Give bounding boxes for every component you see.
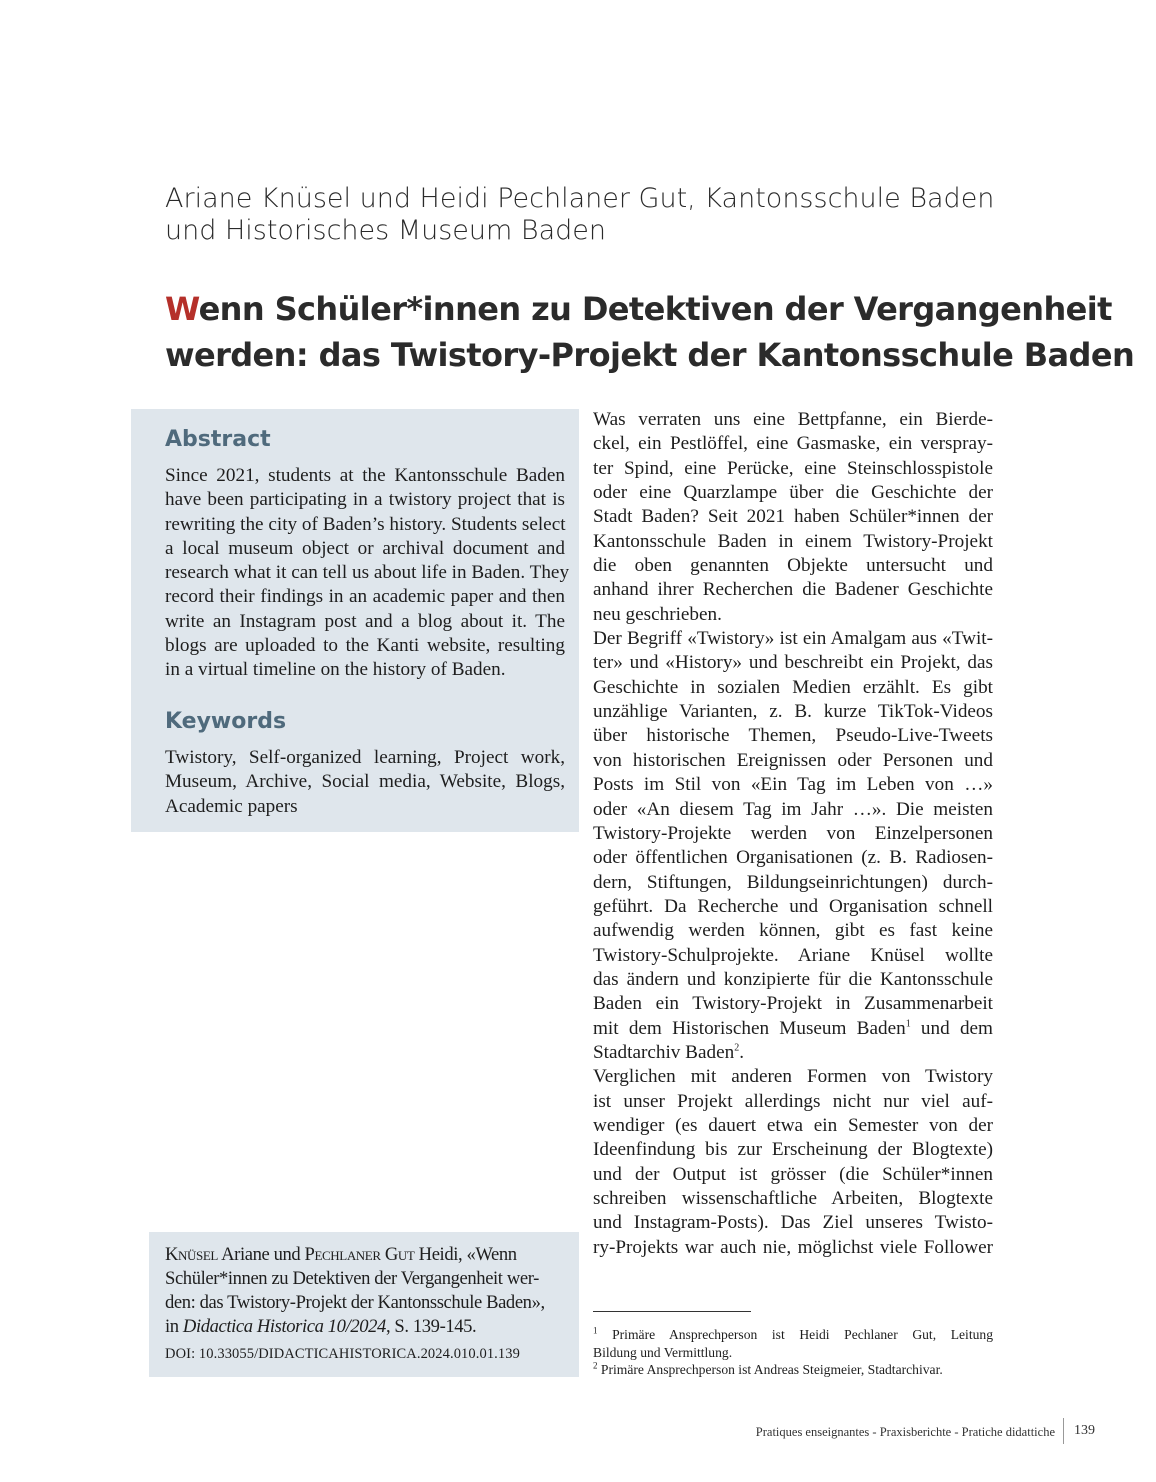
body-line: ter» und «History» und beschreibt ein Projekt, das bbox=[593, 652, 993, 674]
body-line: Geschichte in sozialen Medien erzählt. Es gibt bbox=[593, 676, 993, 698]
citation-author-1-rest: Ariane und bbox=[217, 1244, 305, 1265]
abstract-line: record their findings in an academic paper and then bbox=[165, 586, 565, 608]
citation-text bbox=[165, 1243, 565, 1339]
body-line: Twistory-Projekte werden von Einzelpersonen bbox=[593, 822, 993, 844]
body-line: neu geschrieben. bbox=[593, 603, 722, 625]
body-line-fn1-text: mit dem Historischen Museum Baden bbox=[593, 1017, 906, 1039]
title-line-1 bbox=[165, 286, 1112, 332]
citation-pages: , S. 139-145. bbox=[385, 1316, 477, 1337]
abstract-heading: Abstract bbox=[165, 427, 271, 452]
body-line: die oben genannten Objekte untersucht und bbox=[593, 555, 993, 577]
body-line: wendiger (es dauert etwa ein Semester von der bbox=[593, 1114, 993, 1136]
body-line-fn1 bbox=[593, 1017, 993, 1041]
doi-text[interactable]: DOI: 10.33055/DIDACTICAHISTORICA.2024.010.01.139 bbox=[165, 1346, 520, 1362]
abstract-text bbox=[165, 464, 570, 683]
keywords-text bbox=[165, 746, 565, 819]
author-line bbox=[165, 183, 995, 247]
footer-divider bbox=[1063, 1418, 1064, 1444]
body-line: dern, Stiftungen, Bildungseinrichtungen) durch- bbox=[593, 871, 993, 893]
footnote-1-line-1 bbox=[593, 1326, 993, 1344]
author-line-1: Ariane Knüsel und Heidi Pechlaner Gut, Kantonsschule Baden bbox=[165, 183, 995, 214]
citation-line-2: Schüler*innen zu Detektiven der Vergangenheit wer- bbox=[165, 1268, 539, 1289]
body-line: aufwendig werden können, gibt es fast keine bbox=[593, 920, 993, 942]
footnote-2-text: Primäre Ansprechperson ist Andreas Steigmeier, Stadtarchivar. bbox=[597, 1362, 943, 1377]
body-line: Was verraten uns eine Bettpfanne, ein Bierde- bbox=[593, 409, 993, 430]
author-line-2: und Historisches Museum Baden bbox=[165, 215, 606, 246]
body-line-fn2 bbox=[593, 1041, 993, 1065]
title-line-2: werden: das Twistory-Projekt der Kantonsschule Baden bbox=[165, 336, 1135, 374]
footnote-1-text: Primäre Ansprechperson ist Heidi Pechlaner Gut, Leitung bbox=[597, 1327, 993, 1342]
body-line: Ideenfindung bis zur Erscheinung der Blogtexte) bbox=[593, 1139, 993, 1161]
body-line: Stadt Baden? Seit 2021 haben Schüler*innen der bbox=[593, 506, 993, 528]
body-line-fn1-after: und dem bbox=[910, 1017, 993, 1039]
body-line: Baden ein Twistory-Projekt in Zusammenarbeit bbox=[593, 993, 993, 1015]
footnotes bbox=[593, 1326, 993, 1379]
abstract-line: blogs are uploaded to the Kanti website, resulting bbox=[165, 635, 565, 657]
body-line: ry-Projekts war auch nie, möglichst viele Follower bbox=[593, 1236, 993, 1258]
footnote-divider bbox=[593, 1311, 751, 1312]
body-line: schreiben wissenschaftliche Arbeiten, Blogtexte bbox=[593, 1188, 993, 1209]
abstract-line: write an Instagram post and a blog about it. The bbox=[165, 610, 565, 632]
citation-author-2: Pechlaner Gut bbox=[304, 1244, 415, 1265]
abstract-line: have been participating in a twistory project that is bbox=[165, 489, 565, 511]
body-line: Twistory-Schulprojekte. Ariane Knüsel wollte bbox=[593, 944, 993, 966]
citation-in: in bbox=[165, 1316, 183, 1337]
body-line: unzählige Varianten, z. B. kurze TikTok-Videos bbox=[593, 701, 993, 723]
footnote-1-line-2: Bildung und Vermittlung. bbox=[593, 1344, 733, 1360]
citation-author-2-rest: Heidi, «Wenn bbox=[414, 1244, 517, 1265]
title-initial: W bbox=[165, 290, 199, 328]
footnote-1-marker: 1 bbox=[593, 1325, 598, 1336]
article-title bbox=[165, 286, 1135, 378]
body-line-fn2-after: . bbox=[739, 1041, 744, 1063]
body-line: Kantonsschule Baden in einem Twistory-Projekt bbox=[593, 530, 993, 552]
body-line: ist unser Projekt allerdings nicht nur viel auf- bbox=[593, 1090, 993, 1112]
footnote-2-marker: 2 bbox=[593, 1360, 598, 1371]
citation-line-3: den: das Twistory-Projekt der Kantonsschule Baden», bbox=[165, 1292, 545, 1313]
page-number: 139 bbox=[1074, 1423, 1095, 1438]
keywords-line: Twistory, Self-organized learning, Project work, bbox=[165, 747, 565, 768]
abstract-line: rewriting the city of Baden’s history. Students select bbox=[165, 513, 566, 535]
abstract-line: a local museum object or archival document and bbox=[165, 537, 565, 559]
body-line: oder «An diesem Tag im Jahr …». Die meisten bbox=[593, 798, 993, 820]
citation-journal: Didactica Historica 10/2024 bbox=[182, 1316, 386, 1337]
body-line: von historischen Ereignissen oder Personen und bbox=[593, 749, 993, 771]
body-line-fn2-text: Stadtarchiv Baden bbox=[593, 1041, 735, 1063]
keywords-line: Museum, Archive, Social media, Website, Blogs, bbox=[165, 771, 565, 793]
abstract-line: in a virtual timeline on the history of Baden. bbox=[165, 659, 506, 681]
body-line: Posts im Stil von «Ein Tag im Leben von …» bbox=[593, 774, 993, 796]
body-line: und Instagram-Posts). Das Ziel unseres Twisto- bbox=[593, 1212, 993, 1234]
body-line: ckel, ein Pestlöffel, eine Gasmaske, ein verspray- bbox=[593, 433, 993, 455]
keywords-line: Academic papers bbox=[165, 795, 298, 817]
citation-line-4 bbox=[165, 1315, 565, 1339]
citation-author-1: Knüsel bbox=[165, 1244, 218, 1265]
footnote-2 bbox=[593, 1361, 993, 1379]
running-footer: Pratiques enseignantes - Praxisberichte - Pratiche didattiche bbox=[755, 1425, 1055, 1439]
title-line-1-rest: enn Schüler*innen zu Detektiven der Vergangenheit bbox=[198, 290, 1112, 328]
abstract-line: research what it can tell us about life in Baden. They bbox=[165, 562, 570, 584]
body-line: über historische Themen, Pseudo-Live-Tweets bbox=[593, 725, 993, 747]
body-line: geführt. Da Recherche und Organisation schnell bbox=[593, 895, 993, 917]
body-line: oder eine Quarzlampe über die Geschichte der bbox=[593, 482, 993, 504]
keywords-heading: Keywords bbox=[165, 709, 287, 734]
citation-line-1 bbox=[165, 1243, 565, 1267]
body-line: Der Begriff «Twistory» ist ein Amalgam aus «Twit- bbox=[593, 628, 993, 650]
body-line: und der Output ist grösser (die Schüler*innen bbox=[593, 1163, 993, 1185]
footnote-ref-2[interactable]: 2 bbox=[734, 1042, 740, 1054]
body-line: Verglichen mit anderen Formen von Twistory bbox=[593, 1066, 993, 1088]
body-line: das ändern und konzipierte für die Kantonsschule bbox=[593, 968, 993, 990]
body-text bbox=[593, 408, 993, 1260]
body-line: ter Spind, eine Perücke, eine Steinschlosspistole bbox=[593, 457, 993, 479]
abstract-line: Since 2021, students at the Kantonsschule Baden bbox=[165, 465, 565, 486]
body-line: oder öffentlichen Organisationen (z. B. Radiosen- bbox=[593, 847, 993, 869]
footnote-ref-1[interactable]: 1 bbox=[905, 1018, 911, 1030]
body-line: anhand ihrer Recherchen die Badener Geschichte bbox=[593, 579, 993, 601]
